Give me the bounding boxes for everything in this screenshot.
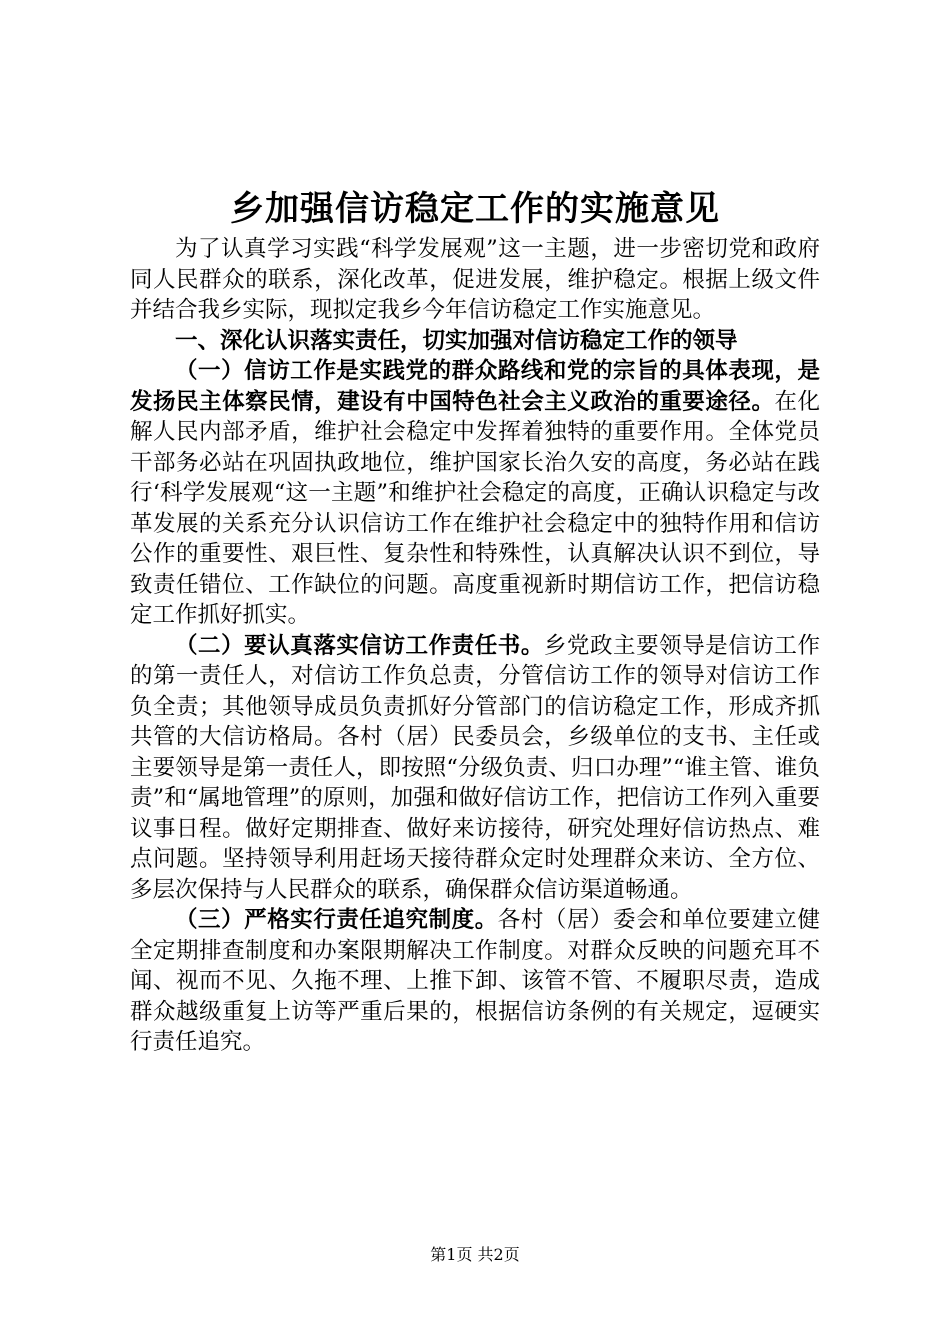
intro-paragraph: 为了认真学习实践“科学发展观”这一主题，进一步密切党和政府同人民群众的联系，深化改革，促进发展，维护稳定。根据上级文件并结合我乡实际，现拟定我乡今年信访稳定工作实施意见。: [130, 236, 820, 323]
item-lead-3: （三）严格实行责任追究制度。: [175, 907, 498, 933]
item-paragraph-3: [130, 905, 820, 1058]
section-heading: 一、深化认识落实责任，切实加强对信访稳定工作的领导: [175, 327, 738, 354]
document-body: [130, 234, 820, 1058]
item-paragraph-2: [130, 631, 820, 906]
item-text-1: 在化解人民内部矛盾，维护社会稳定中发挥着独特的重要作用。全体党员干部务必站在巩固执政地位，维护国家长治久安的高度，务必站在践行‘科学发展观“这一主题”和维护社会稳定的高度，正确认识稳定与改革发展的关系充分认识信访工作在维护社会稳定中的独特作用和信访公作的重要性、艰巨性、复杂性和特殊性，认真解决认识不到位，导致责任错位、工作缺位的问题。高度重视新时期信访工作，把信访稳定工作抓好抓实。: [130, 388, 820, 628]
item-paragraph-1: [130, 356, 820, 631]
document-title: 乡加强信访稳定工作的实施意见: [230, 189, 720, 229]
item-text-2: 乡党政主要领导是信访工作的第一责任人，对信访工作负总责，分管信访工作的领导对信访工作负全责；其他领导成员负责抓好分管部门的信访稳定工作，形成齐抓共管的大信访格局。各村（居）民委员会，乡级单位的支书、主任或主要领导是第一责任人，即按照“分级负责、归口办理”“谁主管、谁负责”和“属地管理”的原则，加强和做好信访工作，把信访工作列入重要议事日程。做好定期排查、做好来访接待，研究处理好信访热点、难点问题。坚持领导利用赶场天接待群众定时处理群众来访、全方位、多层次保持与人民群众的联系，确保群众信访渠道畅通。: [130, 632, 820, 903]
page-footer: 第1页 共2页: [430, 1245, 520, 1264]
item-text-3: 各村（居）委会和单位要建立健全定期排查制度和办案限期解决工作制度。对群众反映的问题充耳不闻、视而不见、久拖不理、上推下卸、该管不管、不履职尽责，造成群众越级重复上访等严重后果的，根据信访条例的有关规定，逗硬实行责任追究。: [130, 907, 820, 1055]
item-lead-1: （一）信访工作是实践党的群众路线和党的宗旨的具体表现，是发扬民主体察民情，建设有中国特色社会主义政治的重要途径。: [130, 358, 820, 415]
item-lead-2: （二）要认真落实信访工作责任书。: [175, 632, 544, 659]
